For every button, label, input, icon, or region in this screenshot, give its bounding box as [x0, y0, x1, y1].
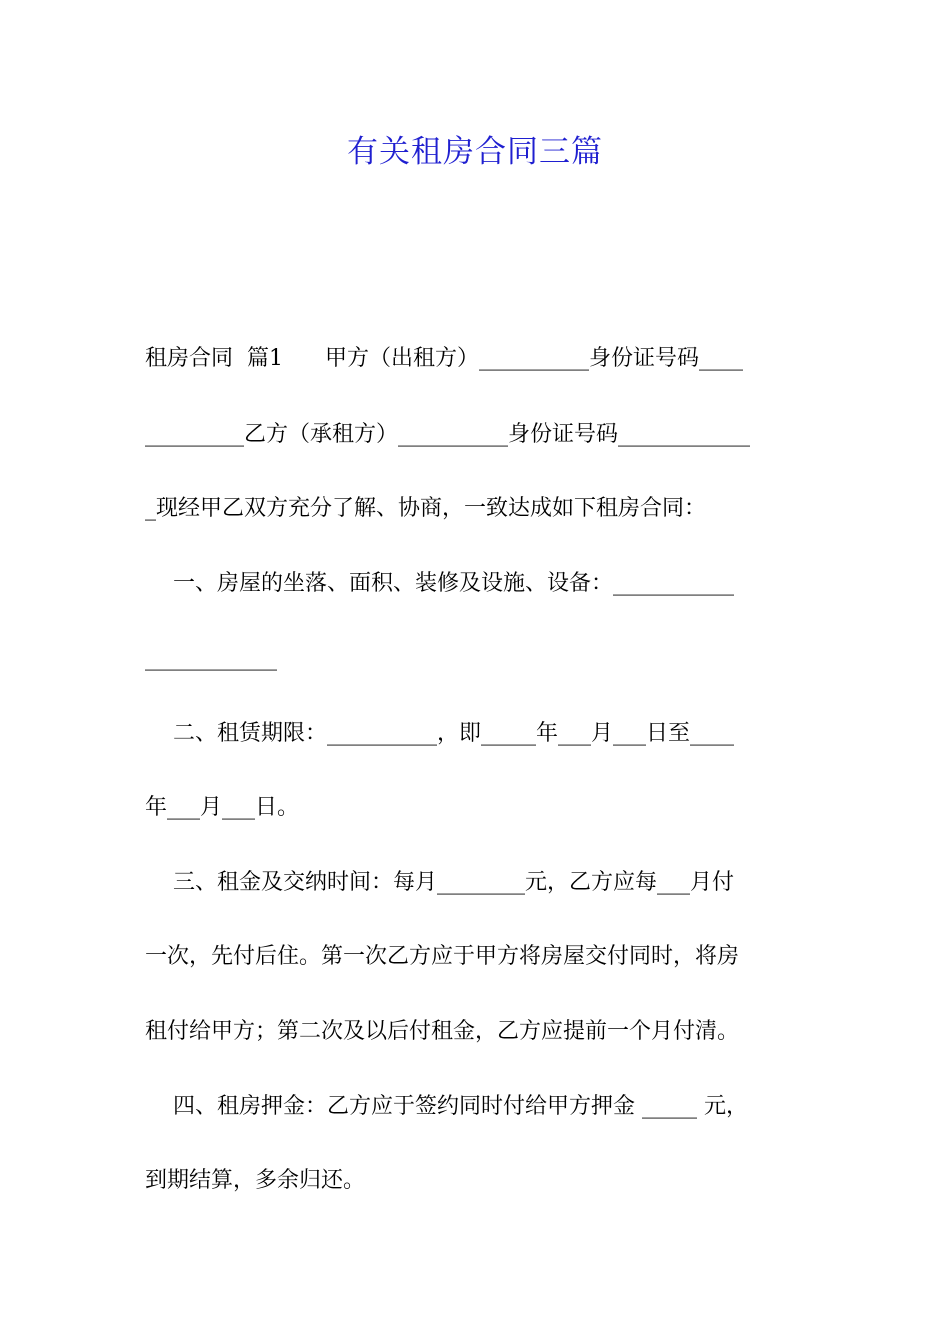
- contract-clause-1: 一、房屋的坐落、面积、装修及设施、设备：___________: [145, 571, 734, 596]
- contract-clause-4-cont: 到期结算，多余归还。: [145, 1168, 366, 1193]
- contract-clause-3: 三、租金及交纳时间：每月________元，乙方应每___月付: [145, 870, 734, 895]
- contract-clause-1-cont: ____________: [145, 646, 277, 671]
- document-title: 有关租房合同三篇: [347, 134, 603, 170]
- contract-clause-3-cont-2: 租付给甲方；第二次及以后付租金，乙方应提前一个月付清。: [145, 1019, 740, 1044]
- contract-clause-2-cont: 年___月___日。: [145, 795, 300, 820]
- contract-clause-4: 四、租房押金：乙方应于签约同时付给甲方押金 _____ 元，: [145, 1094, 748, 1119]
- contract-line-parties-a: 租房合同 篇1 甲方（出租方）__________身份证号码____: [145, 346, 743, 371]
- contract-line-intro: _现经甲乙双方充分了解、协商，一致达成如下租房合同：: [145, 496, 707, 521]
- contract-line-parties-b: _________乙方（承租方）__________身份证号码____________: [145, 422, 751, 447]
- contract-clause-2: 二、租赁期限：__________，即_____年___月___日至____: [145, 721, 734, 746]
- contract-clause-3-cont-1: 一次，先付后住。第一次乙方应于甲方将房屋交付同时，将房: [145, 944, 740, 969]
